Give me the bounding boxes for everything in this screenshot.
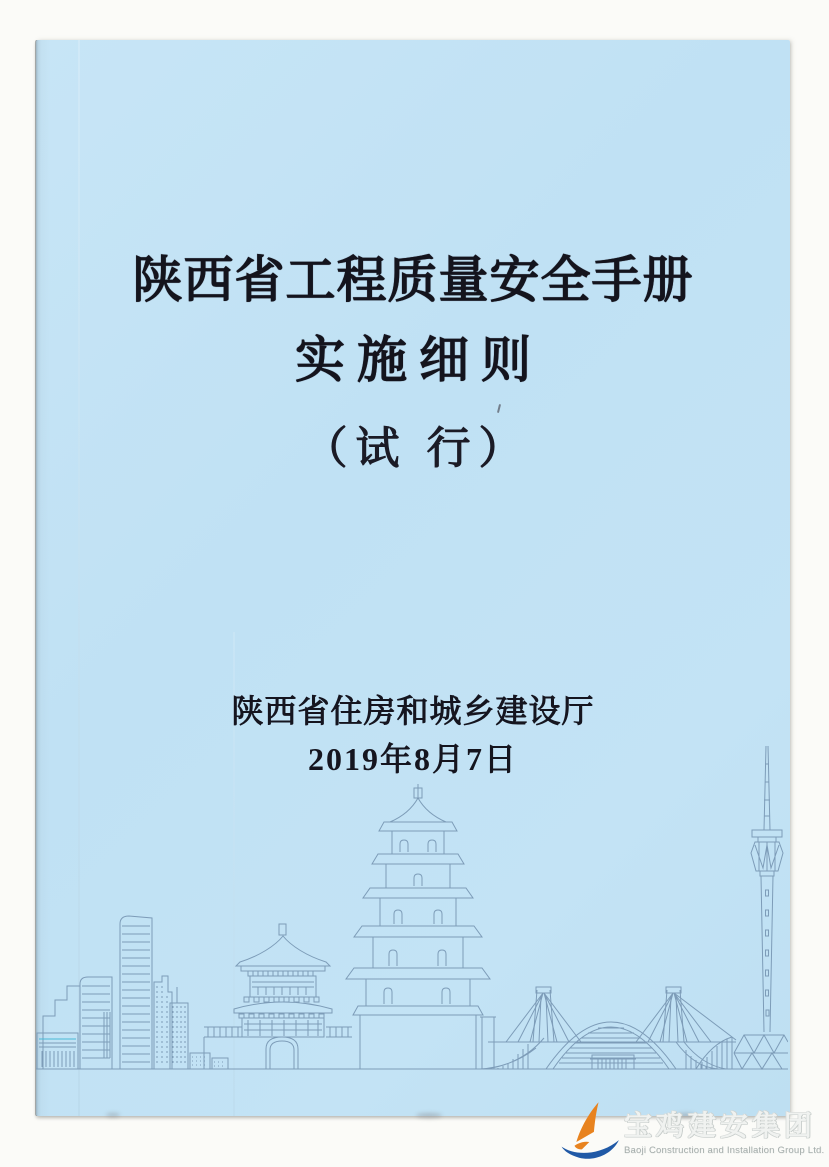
small-tower-icon [480, 1017, 496, 1069]
publish-date: 2019年8月7日 [307, 741, 518, 777]
publisher-name: 陕西省住房和城乡建设厅 [231, 693, 595, 729]
pagoda-icon [346, 784, 490, 1069]
dome-stadium-icon [546, 1022, 676, 1069]
company-watermark [556, 1094, 829, 1164]
company-watermark-text [624, 1104, 824, 1156]
company-name-cn: 宝鸡建安集团 [624, 1111, 817, 1142]
cover-title [36, 240, 790, 400]
city-wall-icon [204, 1027, 352, 1069]
cover-subtitle: （试 行） [303, 424, 531, 473]
high-rise-buildings-icon [37, 916, 228, 1069]
cover-title-line2: 实施细则 [295, 332, 543, 388]
sail-logo-icon [556, 1098, 630, 1162]
cover-title-line1: 陕西省工程质量安全手册 [132, 252, 694, 308]
company-name-en: Baoji Construction and Installation Group Ltd. [624, 1145, 825, 1156]
book-cover [36, 40, 790, 1116]
city-skyline-illustration [36, 740, 788, 1070]
edge-wear-mark [416, 1113, 442, 1118]
edge-wear-mark [106, 1113, 120, 1117]
city-gate-tower-icon [234, 924, 332, 1037]
